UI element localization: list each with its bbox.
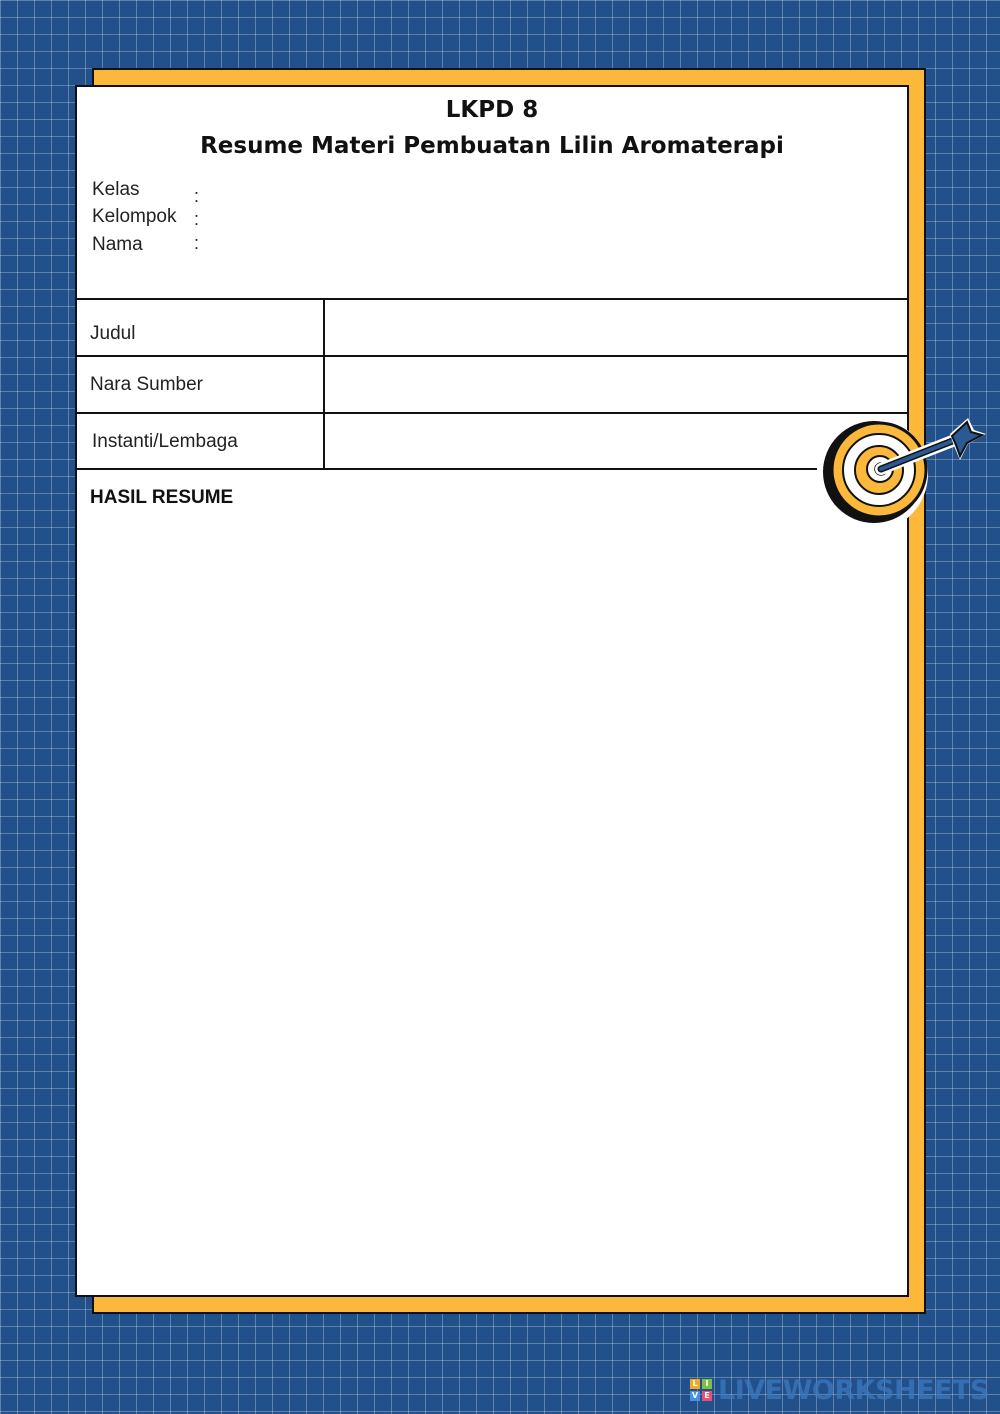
name-colon: : <box>194 233 200 253</box>
source-input[interactable] <box>329 360 899 410</box>
institution-row-label: Instanti/Lembaga <box>92 431 238 452</box>
row-divider <box>77 412 907 414</box>
logo-letter: V <box>691 1391 699 1400</box>
group-colon: : <box>194 209 200 229</box>
liveworksheets-logo <box>690 1374 989 1406</box>
logo-letter: E <box>702 1391 712 1401</box>
logo-text: LIVEWORKSHEETS <box>718 1374 989 1406</box>
result-heading: HASIL RESUME <box>90 487 234 508</box>
dartboard-target-icon <box>818 412 990 532</box>
institution-input[interactable] <box>329 417 899 467</box>
source-row-label: Nara Sumber <box>90 374 203 395</box>
worksheet-subtitle: Resume Materi Pembuatan Lilin Aromaterapi <box>200 133 784 159</box>
logo-blocks <box>690 1379 712 1401</box>
logo-letter: L <box>690 1379 700 1389</box>
row-divider <box>77 355 907 357</box>
name-label: Nama <box>92 234 143 255</box>
row-divider <box>77 468 817 470</box>
divider-line <box>77 298 907 300</box>
title-input[interactable] <box>329 303 899 353</box>
title-row-label: Judul <box>90 323 136 344</box>
column-divider <box>323 299 325 469</box>
worksheet-card <box>75 85 909 1297</box>
class-colon: : <box>194 186 200 206</box>
group-label: Kelompok <box>92 206 177 227</box>
worksheet-title: LKPD 8 <box>445 97 539 123</box>
logo-letter: I <box>702 1379 712 1389</box>
class-label: Kelas <box>92 179 140 200</box>
result-answer-area[interactable] <box>87 527 893 1282</box>
